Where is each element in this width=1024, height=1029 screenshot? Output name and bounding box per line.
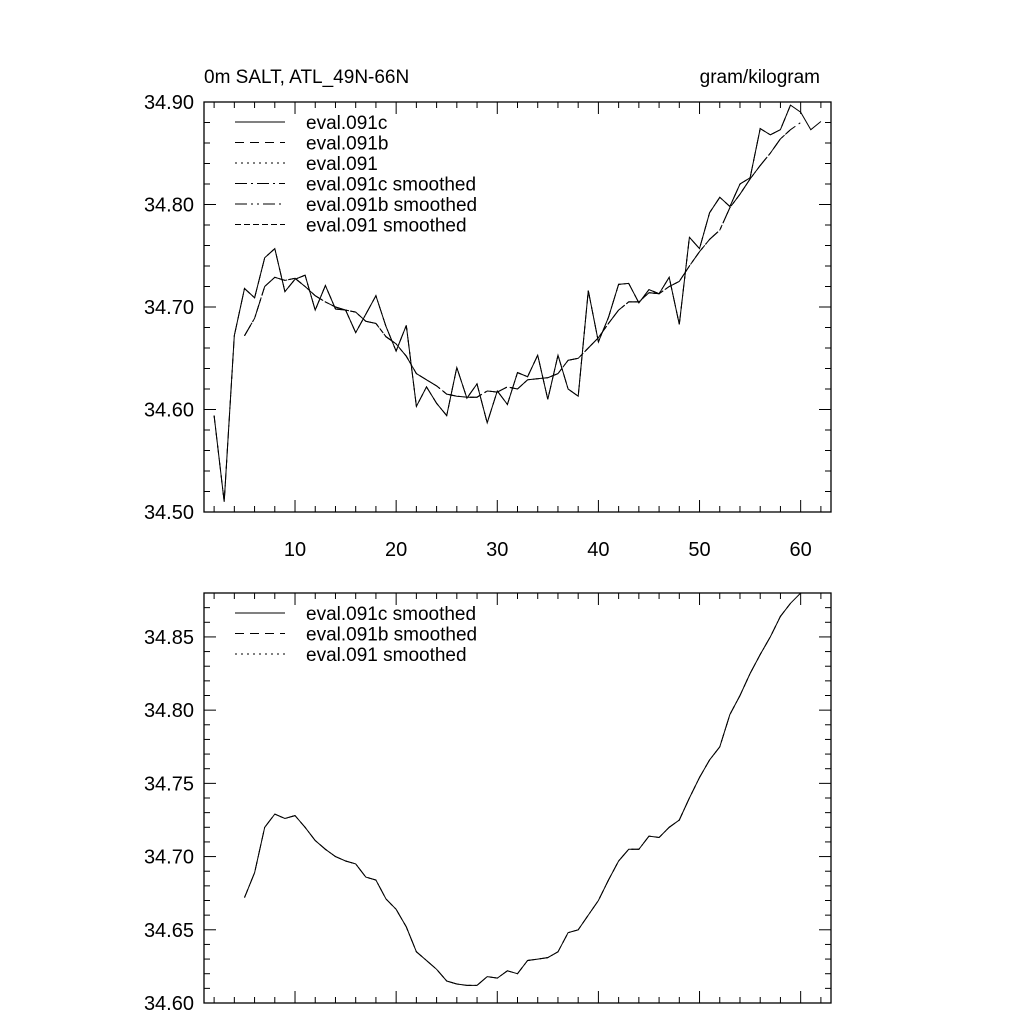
panel1-x-tick-label: 50 [688,539,711,561]
panel2-y-tick-label: 34.85 [143,626,194,649]
panel2-y-tick-label: 34.80 [143,700,194,723]
panel2-y-tick-label: 34.60 [143,993,194,1015]
panel2-y-tick-label: 34.70 [143,846,194,869]
panel1-frame [204,102,831,512]
panel1-legend-label: eval.091c smoothed [306,174,477,196]
panel1-series-line-3 [214,105,790,502]
panel1-legend-label: eval.091b [306,133,389,155]
panel1-y-tick-label: 34.50 [143,502,194,524]
panel2-legend-label: eval.091c smoothed [306,604,477,625]
panel1-x-tick-label: 10 [283,539,307,561]
panel1-y-tick-label: 34.90 [143,92,194,114]
panel2-y-tick-label: 34.75 [143,773,194,796]
panel1-x-tick-label: 60 [789,539,812,561]
panel1-series-line-2 [214,105,790,502]
panel2-legend-label: eval.091b smoothed [306,624,478,646]
panel1-x-tick-label: 40 [587,539,610,561]
top-panel-title: 0m SALT, ATL_49N-66N [204,67,410,88]
panel1-legend-label: eval.091c [306,113,388,134]
panel1-legend-label: eval.091 smoothed [306,215,467,237]
top-panel-units: gram/kilogram [699,67,820,88]
panel2-legend-label: eval.091 smoothed [306,645,467,666]
panel2-y-tick-label: 34.65 [143,919,194,942]
panel1-y-tick-label: 34.80 [143,194,194,217]
panel1-legend-label: eval.091 [306,154,378,175]
panel1-y-tick-label: 34.60 [143,399,194,422]
panel1-y-tick-label: 34.70 [143,297,194,319]
panel1-x-tick-label: 20 [385,539,408,561]
panel1-legend-label: eval.091b smoothed [306,195,478,216]
panel2-frame [204,593,831,1003]
panel1-x-tick-label: 30 [486,539,509,561]
